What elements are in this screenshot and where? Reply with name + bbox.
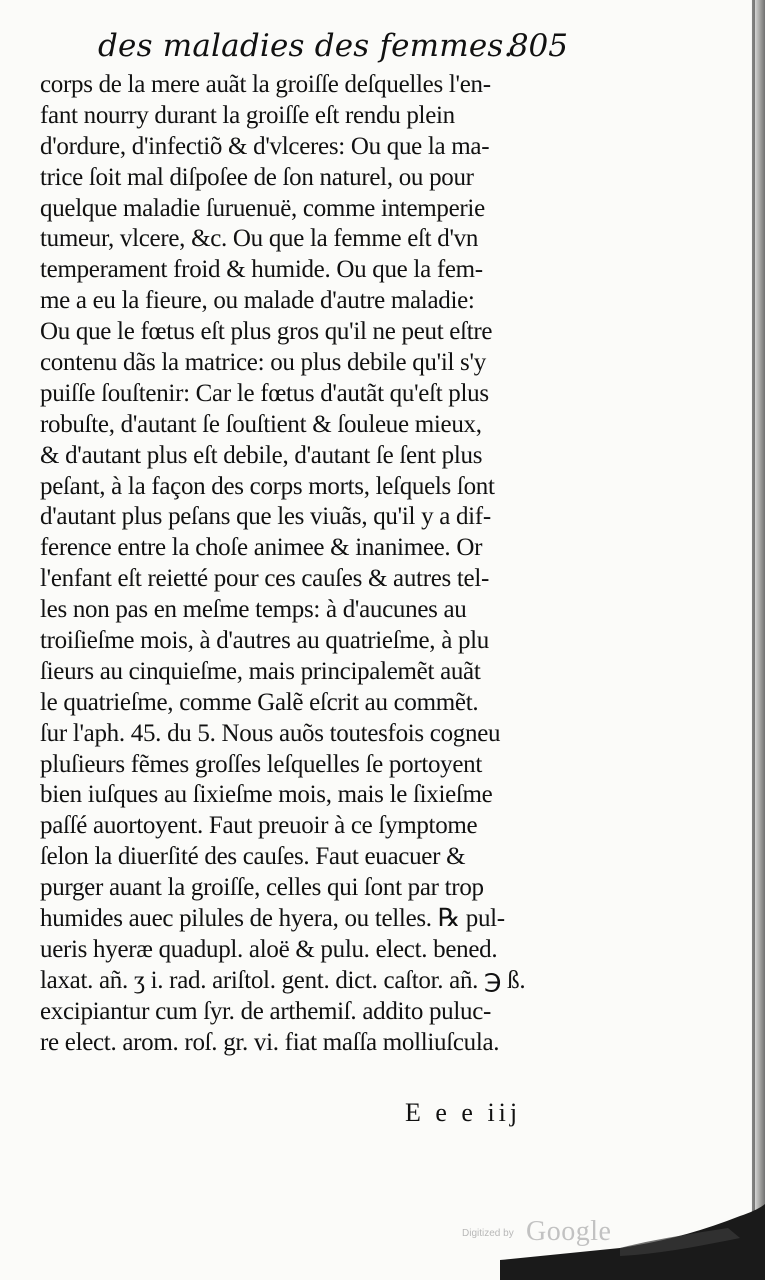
text-line: les non pas en meſme temps: à d'aucunes au <box>40 596 467 624</box>
text-line: ference entre la choſe animee & inanimee. Or <box>40 534 483 562</box>
text-line: fant nourry durant la groiſſe eſt rendu plein <box>40 101 455 129</box>
page-gutter-edge <box>752 0 755 1280</box>
text-line: l'enfant eſt reietté pour ces cauſes & autres tel- <box>40 565 490 593</box>
text-line: temperament froid & humide. Ou que la fem- <box>40 256 483 284</box>
text-line: troiſieſme mois, à d'autres au quatrieſme, à plu <box>40 627 489 655</box>
text-line: contenu dãs la matrice: ou plus debile qu'il s'y <box>40 349 486 377</box>
text-line: & d'autant plus eſt debile, d'autant ſe ſent plus <box>40 441 483 469</box>
text-line: purger auant la groiſſe, celles qui ſont par trop <box>40 874 484 902</box>
signature-mark: E e e iij <box>405 1098 522 1127</box>
text-line: tumeur, vlcere, &c. Ou que la femme eſt d'vn <box>40 225 479 253</box>
text-line: puiſſe ſouſtenir: Car le fœtus d'autãt qu'eſt plus <box>40 379 489 407</box>
text-line: robuſte, d'autant ſe ſouſtient & ſouleue mieux, <box>40 410 482 438</box>
watermark-prefix: Digitized by <box>462 1228 514 1239</box>
text-line: excipiantur cum ſyr. de arthemiſ. addito puluc- <box>40 997 492 1025</box>
text-line: ſur l'aph. 45. du 5. Nous auõs toutesfois cogneu <box>40 719 501 747</box>
text-line: ueris hyeræ quadupl. aloë & pulu. elect. bened. <box>40 935 498 963</box>
running-title: des maladies des femmes. <box>98 28 514 64</box>
text-line: Ou que le fœtus eſt plus gros qu'il ne peut eſtre <box>40 318 493 346</box>
text-line: trice ſoit mal diſpoſee de ſon naturel, ou pour <box>40 163 474 191</box>
text-line: d'autant plus peſans que les viuãs, qu'il y a dif- <box>40 503 491 531</box>
text-line: peſant, à la façon des corps morts, leſquels ſont <box>40 472 495 500</box>
text-line: bien iuſques au ſixieſme mois, mais le ſixieſme <box>40 781 493 809</box>
text-line: paſſé auortoyent. Faut preuoir à ce ſymptome <box>40 812 478 840</box>
page-number: 805 <box>508 28 568 64</box>
text-line: ſelon la diuerſité des cauſes. Faut euacuer & <box>40 843 466 871</box>
text-line: re elect. arom. roſ. gr. vi. fiat maſſa molliuſcula. <box>40 1028 500 1056</box>
page-curl-scan-artifact <box>500 1190 765 1280</box>
text-line: d'ordure, d'infectiõ & d'vlceres: Ou que la ma- <box>40 132 490 160</box>
text-line: quelque maladie ſuruenuë, comme intemperie <box>40 194 485 222</box>
text-line: me a eu la fieure, ou malade d'autre maladie: <box>40 287 475 315</box>
text-line: pluſieurs fẽmes groſſes leſquelles ſe portoyent <box>40 750 483 778</box>
body-text <box>40 70 560 1059</box>
text-line: le quatrieſme, comme Galẽ eſcrit au commẽt. <box>40 688 479 716</box>
watermark-brand: Google <box>526 1216 612 1247</box>
text-line: ſieurs au cinquieſme, mais principalemẽt auãt <box>40 657 481 685</box>
text-line: laxat. añ. ʒ i. rad. ariſtol. gent. dict. caſtor. añ. ℈ ß. <box>40 966 526 994</box>
running-head <box>98 26 568 70</box>
text-line: humides auec pilules de hyera, ou telles. ℞ pul- <box>40 905 505 933</box>
text-line: corps de la mere auãt la groiſſe deſquelles l'en- <box>40 71 491 98</box>
